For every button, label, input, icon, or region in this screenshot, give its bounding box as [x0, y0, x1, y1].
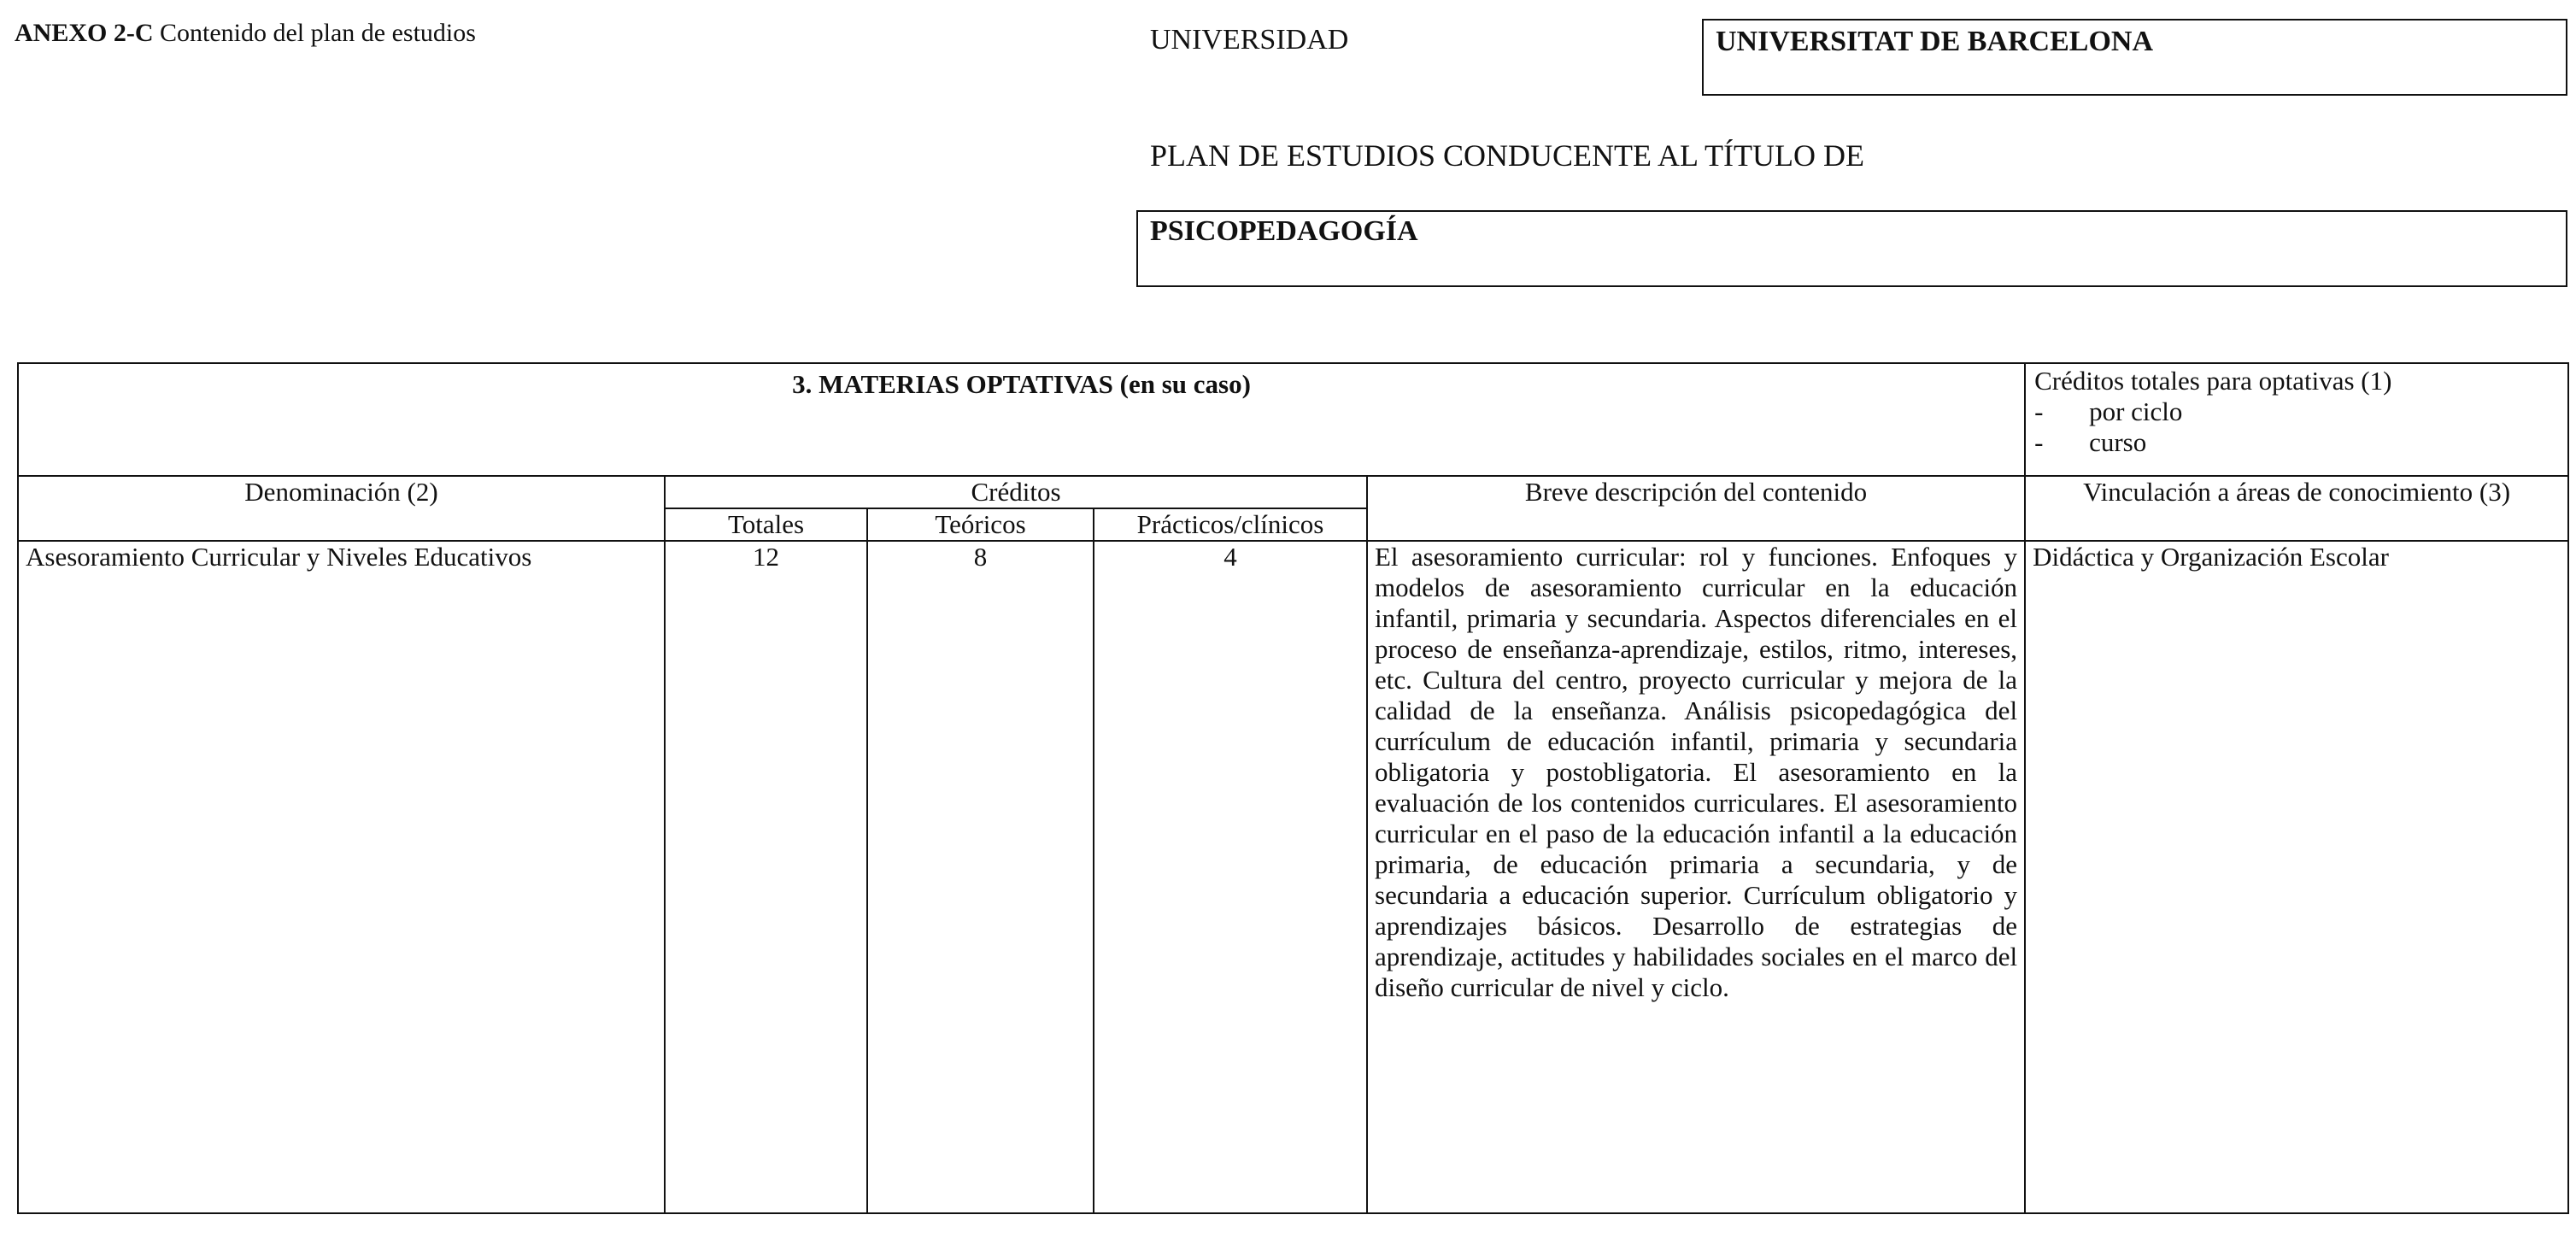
- header-practicos: Prácticos/clínicos: [1094, 508, 1367, 541]
- optional-subjects-table: [17, 362, 2569, 1214]
- header-totales: Totales: [665, 508, 867, 541]
- table-title-row: [18, 363, 2568, 476]
- annex-text: Contenido del plan de estudios: [160, 19, 476, 47]
- header-teoricos: Teóricos: [867, 508, 1094, 541]
- table-header-row: [18, 476, 2568, 508]
- header-denominacion: Denominación (2): [18, 476, 665, 541]
- header-creditos: Créditos: [665, 476, 1367, 508]
- university-name: UNIVERSITAT DE BARCELONA: [1716, 26, 2153, 57]
- cell-totales: 12: [665, 541, 867, 1213]
- annex-code: ANEXO 2-C: [15, 19, 154, 47]
- total-credits-list: [2034, 396, 2561, 458]
- table-row: [18, 541, 2568, 1213]
- total-credits-cell: [2025, 363, 2568, 476]
- cell-descripcion: El asesoramiento curricular: rol y funciones. Enfoques y modelos de asesoramiento curricular en la educación infantil, primaria y secundaria. Aspectos diferenciales en el proceso de enseñanza-aprendizaje, estilos, ritmo, intereses, etc. Cultura del centro, proyecto curricular y mejora de la calidad de la enseñanza. Análisis psicopedagógica del currículum de educación infantil, primaria y secundaria obligatoria y postobligatoria. El asesoramiento en la evaluación de los contenidos curriculares. El asesoramiento curricular en el paso de la educación infantil a la educación primaria, de educación primaria a secundaria, y de secundaria a educación superior. Currículum obligatorio y aprendizajes básicos. Desarrollo de estrategias de aprendizaje, actitudes y habilidades sociales en el marco del diseño curricular de nivel y ciclo.: [1367, 541, 2025, 1213]
- list-item: - curso: [2034, 427, 2147, 457]
- degree-title: PSICOPEDAGOGÍA: [1150, 215, 1418, 247]
- header-vinculacion: Vinculación a áreas de conocimiento (3): [2025, 476, 2568, 541]
- list-item: - por ciclo: [2034, 396, 2183, 426]
- header-descripcion: Breve descripción del contenido: [1367, 476, 2025, 541]
- cell-practicos: 4: [1094, 541, 1367, 1213]
- university-label: UNIVERSIDAD: [1150, 24, 1349, 56]
- total-credits-item-per-cycle: por ciclo: [2089, 396, 2183, 426]
- cell-denominacion: Asesoramiento Curricular y Niveles Educativos: [18, 541, 665, 1213]
- total-credits-label: Créditos totales para optativas (1): [2034, 366, 2392, 396]
- annex-heading: [15, 19, 476, 48]
- cell-teoricos: 8: [867, 541, 1094, 1213]
- cell-vinculacion: Didáctica y Organización Escolar: [2025, 541, 2568, 1213]
- section-title: 3. MATERIAS OPTATIVAS (en su caso): [18, 363, 2025, 476]
- total-credits-item-course: curso: [2089, 427, 2147, 457]
- plan-label: PLAN DE ESTUDIOS CONDUCENTE AL TÍTULO DE: [1150, 138, 1864, 173]
